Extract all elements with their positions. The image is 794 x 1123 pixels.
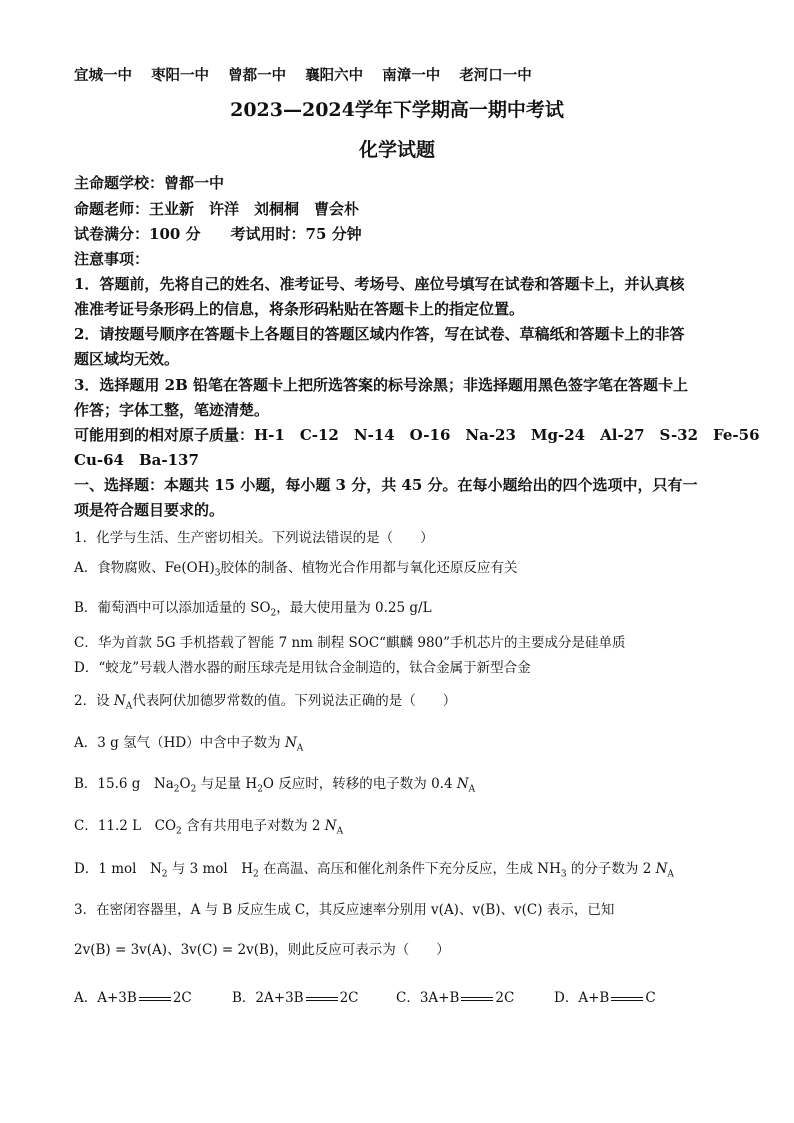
- section-header: 一、选择题：本题共 15 小题，每小题 3 分，共 45 分。在每小题给出的四个选项中，只有一: [74, 476, 698, 494]
- notice-title: 注意事项：: [74, 250, 150, 268]
- equals-arrow-icon: [139, 997, 171, 1001]
- q1-option-c: C．华为首款 5G 手机搭载了智能 7 nm 制程 SOC“麒麟 980”手机芯片的主要成分是硅单质: [74, 635, 626, 651]
- notice-1: 1．答题前，先将自己的姓名、准考证号、考场号、座位号填写在试卷和答题卡上，并认真核: [74, 275, 685, 293]
- q3-option-b: B．2A+3B 2C: [232, 990, 359, 1006]
- q2-option-b: B．15.6 g $Na_2O_2$ 与足量 $H_2O$ 反应时，转移的电子数为 0.4 $N_A$: [74, 776, 476, 795]
- q3-option-a: A．A+3B 2C: [74, 990, 192, 1006]
- exam-title: 2023—2024学年下学期高一期中考试: [230, 99, 564, 121]
- host-school: 主命题学校：曾都一中: [74, 174, 225, 192]
- equals-arrow-icon: [461, 997, 493, 1001]
- q1-option-b: B．葡萄酒中可以添加适量的 $SO_2$，最大使用量为 0.25 g/L: [74, 600, 432, 619]
- score-time: 试卷满分：100 分 考试用时：75 分钟: [74, 225, 362, 243]
- q2-option-d: D．1 mol $N_2$ 与 3 mol $H_2$ 在高温、高压和催化剂条件下充分反应，生成 $NH_3$ 的分子数为 2 $N_A$: [74, 861, 674, 880]
- school-name: 枣阳一中: [151, 67, 210, 84]
- school-name: 老河口一中: [459, 67, 532, 84]
- notice-1-cont: 准准考证号条形码上的信息，将条形码粘贴在答题卡上的指定位置。: [74, 300, 525, 318]
- notice-2: 2．请按题号顺序在答题卡上各题目的答题区域内作答，写在试卷、草稿纸和答题卡上的非答: [74, 325, 685, 343]
- q3-stem: 3．在密闭容器里，A 与 B 反应生成 C，其反应速率分别用 v(A)、v(B)、v(C) 表示，已知: [74, 902, 615, 918]
- school-name: 曾都一中: [228, 67, 287, 84]
- atomic-masses-cont: Cu-64 Ba-137: [74, 451, 199, 469]
- q3-option-d: D．A+B C: [554, 990, 656, 1006]
- q1-stem: 1．化学与生活、生产密切相关。下列说法错误的是（ ）: [74, 530, 434, 546]
- school-list: [74, 64, 546, 85]
- school-name: 南漳一中: [382, 67, 441, 84]
- school-name: 宜城一中: [74, 67, 132, 84]
- q2-option-c: C．11.2 L $CO_2$ 含有共用电子对数为 2 $N_A$: [74, 818, 344, 837]
- atomic-masses: 可能用到的相对原子质量：H-1 C-12 N-14 O-16 Na-23 Mg-24 Al-27 S-32 Fe-56: [74, 426, 760, 444]
- teachers: 命题老师：王业新 许洋 刘桐桐 曹会朴: [74, 200, 360, 218]
- notice-2-cont: 题区域均无效。: [74, 350, 180, 368]
- q1-option-a: A．食物腐败、$Fe(OH)_3$胶体的制备、植物光合作用都与氧化还原反应有关: [74, 560, 518, 579]
- exam-subtitle: 化学试题: [358, 139, 435, 161]
- q3-stem-cont: 2v(B) = 3v(A)、3v(C) = 2v(B)，则此反应可表示为（ ）: [74, 942, 450, 958]
- q2-option-a: A．3 g 氢气（HD）中含中子数为 $N_A$: [74, 735, 304, 754]
- equals-arrow-icon: [306, 997, 338, 1001]
- notice-3: 3．选择题用 2B 铅笔在答题卡上把所选答案的标号涂黑；非选择题用黑色签字笔在答题卡上: [74, 376, 689, 394]
- q3-option-c: C．3A+B 2C: [396, 990, 515, 1006]
- q2-stem: 2．设 $N_A$代表阿伏加德罗常数的值。下列说法正确的是（ ）: [74, 693, 457, 712]
- equals-arrow-icon: [611, 997, 643, 1001]
- q1-option-d: D．“蛟龙”号载人潜水器的耐压球壳是用钛合金制造的，钛合金属于新型合金: [74, 660, 531, 676]
- school-name: 襄阳六中: [305, 67, 364, 84]
- section-header-cont: 项是符合题目要求的。: [74, 501, 225, 519]
- notice-3-cont: 作答；字体工整，笔迹清楚。: [74, 401, 270, 419]
